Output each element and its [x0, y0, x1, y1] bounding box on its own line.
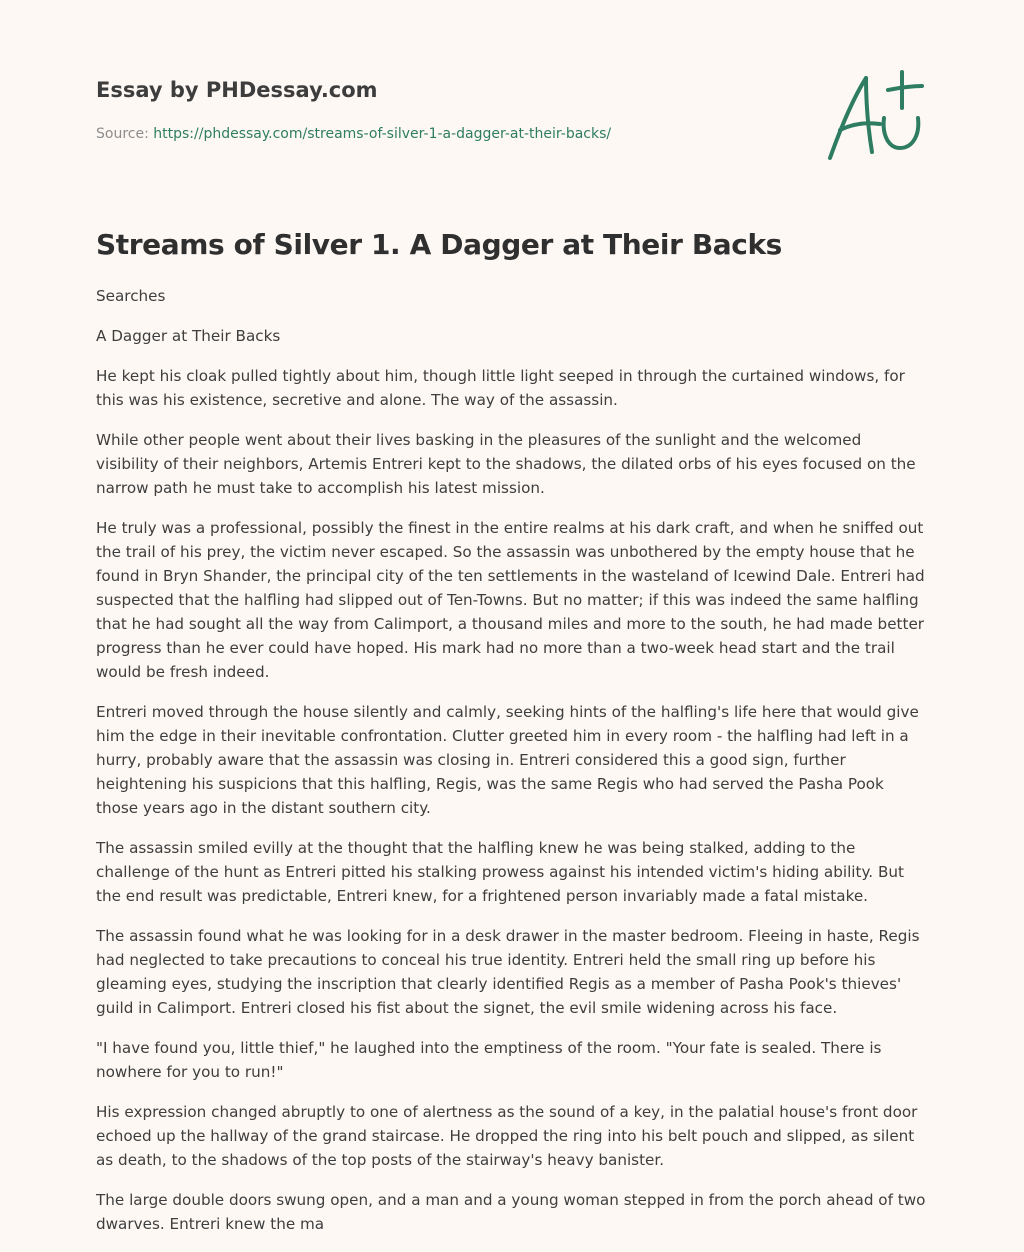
paragraph: A Dagger at Their Backs [96, 327, 281, 345]
paragraph: Entreri moved through the house silently and calmly, seeking hints of the halfling's life here that would give him the edge in their inevitable confrontation. Clutter greeted him in every room - the halfling had left in a hurry, probably aware that the assassin was closing in. Entreri considered this a good sign, further heightening his suspicions that this halfling, Regis, was the same Regis who had served the Pasha Pook those years ago in the distant southern city. [96, 703, 919, 817]
paragraph: "I have found you, little thief," he laughed into the emptiness of the room. "Your fate is sealed. There is nowhere for you to run!" [96, 1039, 882, 1081]
essay-header [96, 76, 926, 144]
paragraph: The large double doors swung open, and a man and a young woman stepped in from the porch ahead of two dwarves. Entreri knew the ma [96, 1191, 926, 1233]
site-brand: Essay by PHDessay.com [96, 78, 378, 102]
a-plus-grade-icon [822, 68, 926, 164]
paragraph: While other people went about their lives basking in the pleasures of the sunlight and the welcomed visibility of their neighbors, Artemis Entreri kept to the shadows, the dilated orbs of his eyes focused on the narrow path he must take to accomplish his latest mission. [96, 431, 916, 497]
essay-title: Streams of Silver 1. A Dagger at Their Backs [96, 228, 782, 261]
paragraph: The assassin found what he was looking for in a desk drawer in the master bedroom. Fleeing in haste, Regis had neglected to take precautions to conceal his true identity. Entreri held the small ring up before his gleaming eyes, studying the inscription that clearly identified Regis as a member of Pasha Pook's thieves' guild in Calimport. Entreri closed his fist about the signet, the evil smile widening across his face. [96, 927, 920, 1017]
paragraph: Searches [96, 287, 166, 305]
source-label: Source: [96, 126, 149, 142]
source-link[interactable]: https://phdessay.com/streams-of-silver-1-a-dagger-at-their-backs/ [153, 126, 612, 142]
essay-body [96, 284, 928, 1252]
paragraph: His expression changed abruptly to one of alertness as the sound of a key, in the palatial house's front door echoed up the hallway of the grand staircase. He dropped the ring into his belt pouch and slipped, as silent as death, to the shadows of the top posts of the stairway's heavy banister. [96, 1103, 918, 1169]
paragraph: The assassin smiled evilly at the thought that the halfling knew he was being stalked, adding to the challenge of the hunt as Entreri pitted his stalking prowess against his intended victim's hiding ability. But the end result was predictable, Entreri knew, for a frightened person invariably made a fatal mistake. [96, 839, 904, 905]
paragraph: He kept his cloak pulled tightly about him, though little light seeped in through the curtained windows, for this was his existence, secretive and alone. The way of the assassin. [96, 367, 905, 409]
paragraph: He truly was a professional, possibly the finest in the entire realms at his dark craft, and when he sniffed out the trail of his prey, the victim never escaped. So the assassin was unbothered by the empty house that he found in Bryn Shander, the principal city of the ten settlements in the wasteland of Icewind Dale. Entreri had suspected that the halfling had slipped out of Ten-Towns. But no matter; if this was indeed the same halfling that he had sought all the way from Calimport, a thousand miles and more to the south, he had made better progress than he ever could have hoped. His mark had no more than a two-week head start and the trail would be fresh indeed. [96, 519, 925, 681]
source-line [96, 124, 926, 144]
